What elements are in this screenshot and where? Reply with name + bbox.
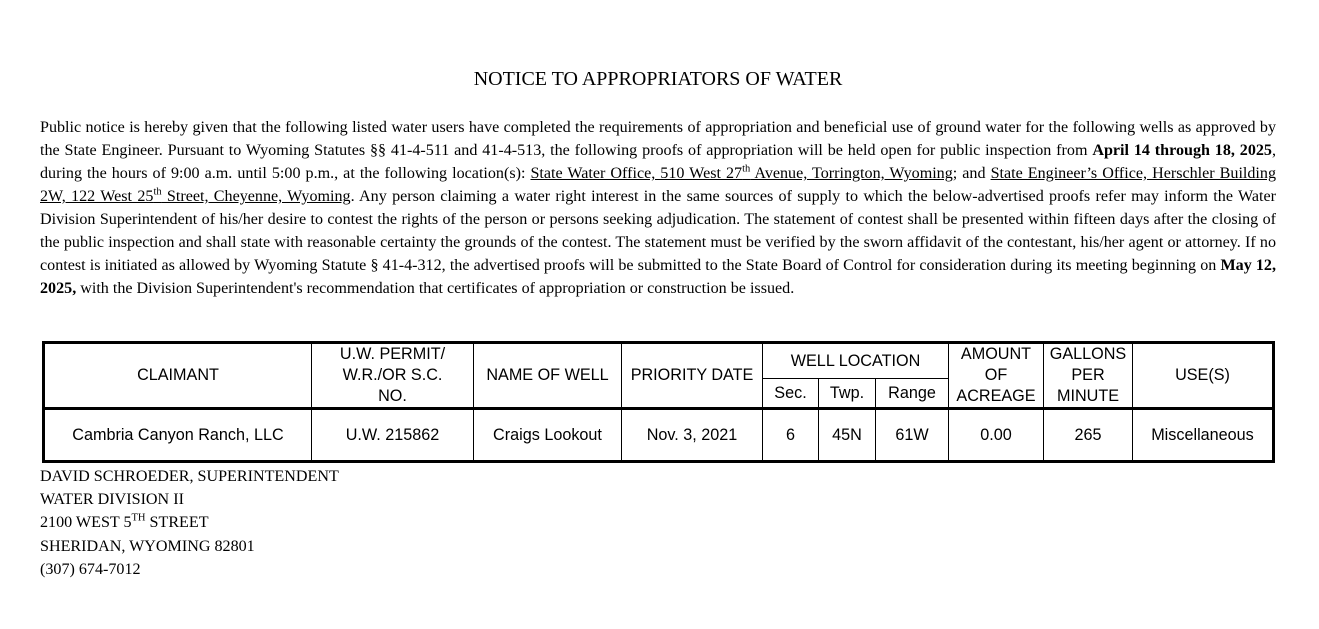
meeting-date: May 12, 2025, bbox=[40, 257, 1276, 297]
cell-range: 61W bbox=[876, 409, 949, 462]
header-permit-number: U.W. PERMIT/ W.R./OR S.C. NO. bbox=[312, 343, 474, 409]
cell-claimant: Cambria Canyon Ranch, LLC bbox=[44, 409, 312, 462]
cell-acreage: 0.00 bbox=[949, 409, 1044, 462]
cell-well-name: Craigs Lookout bbox=[474, 409, 622, 462]
city-state-zip: SHERIDAN, WYOMING 82801 bbox=[40, 537, 255, 555]
appropriations-table-container bbox=[42, 341, 1275, 463]
header-acreage: AMOUNT OF ACREAGE bbox=[949, 343, 1044, 409]
location-torrington bbox=[530, 165, 952, 182]
header-well-name: NAME OF WELL bbox=[474, 343, 622, 409]
header-township: Twp. bbox=[819, 379, 876, 409]
cell-permit-number: U.W. 215862 bbox=[312, 409, 474, 462]
street-address-superscript: TH bbox=[131, 513, 146, 525]
superintendent-address-block bbox=[40, 465, 339, 581]
table-row bbox=[44, 409, 1274, 462]
cell-uses: Miscellaneous bbox=[1133, 409, 1274, 462]
notice-text-hours: , during the hours of 9:00 a.m. until 5:00 p.m., at the following location(s): bbox=[40, 142, 1276, 182]
inspection-dates: April 14 through 18, 2025 bbox=[1092, 142, 1272, 159]
header-uses: USE(S) bbox=[1133, 343, 1274, 409]
table-header-row bbox=[44, 343, 1274, 379]
header-section: Sec. bbox=[763, 379, 819, 409]
location-cheyenne-text-rest: Street, Cheyenne, Wyoming bbox=[161, 188, 351, 205]
header-range: Range bbox=[876, 379, 949, 409]
location-torrington-superscript: th bbox=[742, 163, 751, 175]
cell-gallons-per-minute: 265 bbox=[1044, 409, 1133, 462]
notice-text-intro: Public notice is hereby given that the following listed water users have completed the requirements of appropriation and beneficial use of ground water for the following wells as approved by the State Engineer. Pursuant to Wyoming Statutes §§ 41-4-511 and 41-4-513, the following proofs of appropriation will be held open for public inspection from bbox=[40, 119, 1276, 159]
public-notice-paragraph bbox=[40, 116, 1276, 300]
phone-number: (307) 674-7012 bbox=[40, 560, 141, 578]
street-address bbox=[40, 511, 339, 534]
water-division: WATER DIVISION II bbox=[40, 491, 184, 509]
street-address-street: STREET bbox=[145, 514, 209, 532]
header-well-location: WELL LOCATION bbox=[763, 343, 949, 379]
superintendent-name: DAVID SCHROEDER, SUPERINTENDENT bbox=[40, 468, 339, 485]
notice-text-contest: . Any person claiming a water right interest in the same sources of supply to which the below-advertised proofs refer may inform the Water Division Superintendent of his/her desire to contest the rights of the person or persons seeking adjudication. The statement of contest shall be presented within fifteen days after the closing of the public inspection and shall state with reasonable certainty the grounds of the contest. The statement must be verified by the sworn affidavit of the contestant, his/her agent or attorney. If no contest is initiated as allowed by Wyoming Statute § 41-4-312, the advertised proofs will be submitted to the State Board of Control for consideration during its meeting beginning on bbox=[40, 188, 1276, 274]
location-torrington-text: State Water Office, 510 West 27 bbox=[530, 165, 743, 182]
cell-section: 6 bbox=[763, 409, 819, 462]
cell-priority-date: Nov. 3, 2021 bbox=[622, 409, 763, 462]
notice-text-closing: with the Division Superintendent's recommendation that certificates of appropriation or construction be issued. bbox=[76, 280, 795, 297]
notice-text-and: ; and bbox=[952, 165, 991, 182]
header-priority-date: PRIORITY DATE bbox=[622, 343, 763, 409]
street-address-number: 2100 WEST 5 bbox=[40, 514, 132, 532]
location-torrington-text-rest: Avenue, Torrington, Wyoming bbox=[750, 165, 953, 182]
cell-township: 45N bbox=[819, 409, 876, 462]
header-claimant: CLAIMANT bbox=[44, 343, 312, 409]
location-cheyenne-superscript: th bbox=[153, 186, 162, 198]
header-gallons-per-minute: GALLONS PER MINUTE bbox=[1044, 343, 1133, 409]
page-title: NOTICE TO APPROPRIATORS OF WATER bbox=[473, 68, 843, 90]
appropriations-table bbox=[42, 341, 1275, 463]
location-cheyenne-text: State Engineer’s Office, Herschler Building 2W, 122 West 25 bbox=[40, 165, 1276, 205]
